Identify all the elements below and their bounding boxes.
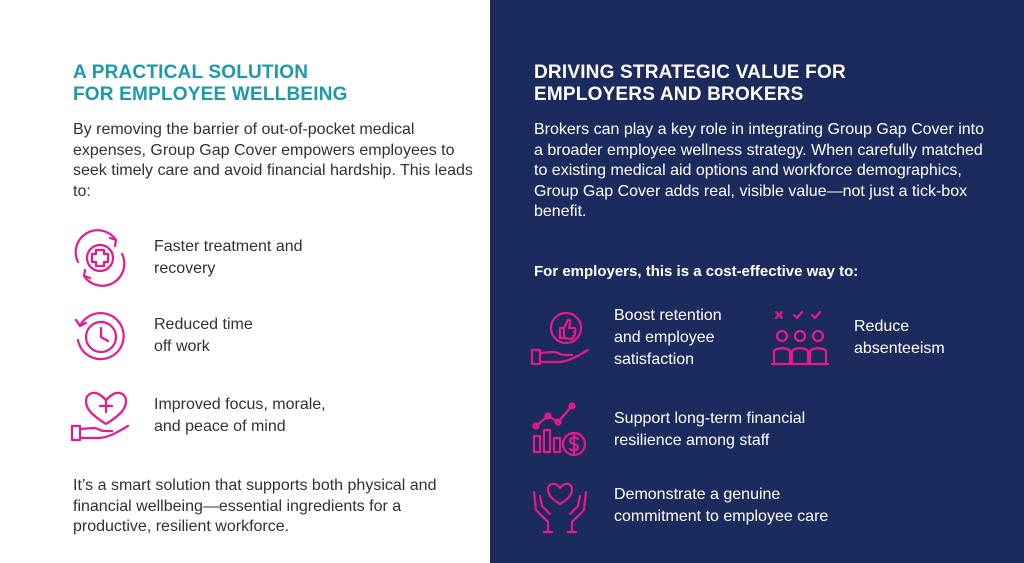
right-panel xyxy=(490,0,1024,563)
left-intro: By removing the barrier of out-of-pocket medical expenses, Group Gap Cover empowers employees to seek timely care and avoid financial hardship. This leads to: xyxy=(73,121,473,200)
benefit-boost-retention xyxy=(528,305,722,371)
benefit-reduced-time xyxy=(68,304,253,368)
benefit-text: Boost retention and employee satisfaction xyxy=(614,307,722,368)
medical-cross-cycle-icon xyxy=(68,226,132,290)
employers-label: For employers, this is a cost-effective way to: xyxy=(534,263,859,280)
benefit-genuine-commitment xyxy=(528,474,828,538)
benefit-text: Faster treatment and recovery xyxy=(154,238,303,277)
team-checks-icon xyxy=(768,306,832,370)
left-heading-line2: FOR EMPLOYEE WELLBEING xyxy=(73,84,348,105)
right-intro: Brokers can play a key role in integrating Group Gap Cover into a broader employee wellness strategy. When carefully matched to existing medical aid options and workforce demographics, Group Gap Cover adds real, visible value—not just a tick-box benefit. xyxy=(534,121,985,220)
heart-hand-icon xyxy=(68,384,132,448)
benefit-text: Reduced time off work xyxy=(154,316,253,355)
left-heading-line1: A PRACTICAL SOLUTION xyxy=(73,62,309,83)
right-heading-line2: EMPLOYERS AND BROKERS xyxy=(534,84,804,105)
benefit-text: Reduce absenteeism xyxy=(854,318,945,357)
growth-chart-dollar-icon xyxy=(528,398,592,462)
left-heading xyxy=(73,62,348,106)
benefit-reduce-absenteeism xyxy=(768,306,945,370)
benefit-improved-focus xyxy=(68,384,326,448)
right-heading xyxy=(534,62,846,106)
thumbs-up-hand-icon xyxy=(528,306,592,370)
benefit-text: Improved focus, morale, and peace of mind xyxy=(154,396,326,435)
clock-icon xyxy=(68,304,132,368)
left-panel xyxy=(0,0,490,563)
benefit-text: Demonstrate a genuine commitment to employee care xyxy=(614,486,829,525)
benefit-faster-treatment xyxy=(68,226,303,290)
benefit-financial-resilience xyxy=(528,398,805,462)
benefit-text: Support long-term financial resilience among staff xyxy=(614,410,806,449)
heart-hands-icon xyxy=(528,474,592,538)
right-heading-line1: DRIVING STRATEGIC VALUE FOR xyxy=(534,62,846,83)
left-outro: It’s a smart solution that supports both physical and financial wellbeing—essential ingredients for a productive, resilient workforce. xyxy=(73,477,437,535)
